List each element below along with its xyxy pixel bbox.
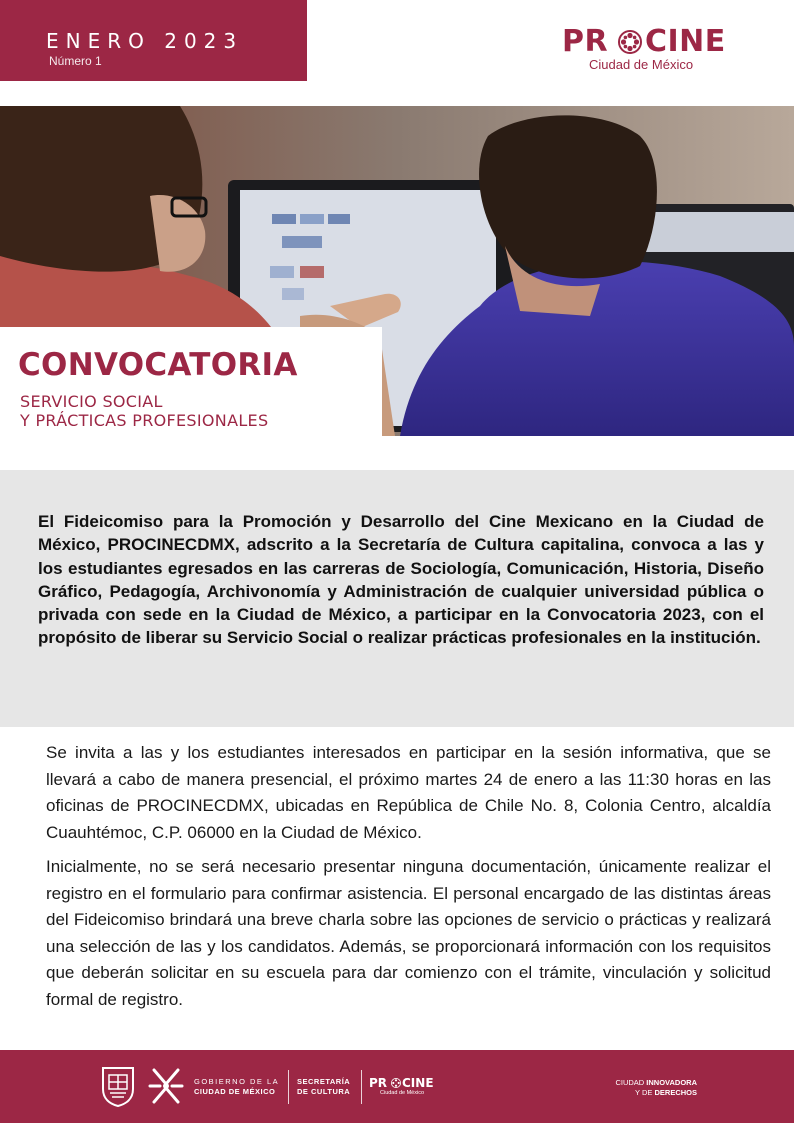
film-reel-icon [391, 1078, 401, 1088]
body-text [46, 740, 771, 1021]
footer-procine-logo [369, 1076, 441, 1102]
ciudad-line-1 [600, 1078, 697, 1088]
procine-logo [562, 26, 747, 76]
date-banner [0, 0, 307, 81]
logo-text-left: PR [562, 24, 609, 59]
footer-logo-text-right: CINE [402, 1076, 434, 1090]
logo-text-right: CINE [645, 24, 726, 59]
issue-date: ENERO 2023 [46, 29, 244, 53]
ciudad-line-2a: Y DE [635, 1088, 655, 1097]
gobierno-label [194, 1077, 279, 1097]
cdmx-emblem-icon [146, 1064, 186, 1108]
intro-paragraph: El Fideicomiso para la Promoción y Desarrollo del Cine Mexicano en la Ciudad de México, PROCINECDMX, adscrito a la Secretaría de Cultura capitalina, convoca a las y los estudiantes egresados en las carreras de Sociología, Comunicación, Historia, Diseño Gráfico, Pedagogía, Archivonomía y Administración de cualquier universidad pública o privada con sede en la Ciudad de México, a participar en la Convocatoria 2023, con el propósito de liberar su Servicio Social o realizar prácticas profesionales en la institución. [38, 512, 764, 648]
body-paragraph-2: Inicialmente, no se será necesario presentar ninguna documentación, únicamente realizar el registro en el formulario para confirmar asistencia. El personal encargado de las distintas áreas del Fideicomiso brindará una breve charla sobre las opciones de servicio o prácticas y realizará una selección de las y los candidatos. Además, se proporcionará información con los requisitos que deberán solicitar en su escuela para dar comienzo con el trámite, vinculación y solicitud formal de registro. [46, 857, 771, 1009]
secretaria-line-2: DE CULTURA [297, 1087, 351, 1096]
body-paragraph-1: Se invita a las y los estudiantes interesados en participar en la sesión informativa, que se llevará a cabo de manera presencial, el próximo martes 24 de enero a las 11:30 horas en las oficinas de PROCINECDMX, ubicadas en República de Chile No. 8, Colonia Centro, alcaldía Cuauhtémoc, C.P. 06000 en la Ciudad de México. [46, 743, 771, 842]
film-reel-icon [618, 30, 642, 54]
ciudad-line-2 [600, 1088, 697, 1098]
gobierno-line-2: CIUDAD DE MÉXICO [194, 1087, 276, 1096]
gobierno-line-1: GOBIERNO DE LA [194, 1077, 280, 1086]
footer-divider [288, 1070, 289, 1104]
secretaria-label [297, 1077, 350, 1097]
footer-divider [361, 1070, 362, 1104]
title-box [0, 327, 382, 436]
logo-subtitle: Ciudad de México [589, 57, 694, 72]
ciudad-line-2b: DERECHOS [654, 1088, 697, 1097]
page-subtitle [20, 392, 268, 430]
ciudad-innovadora-label [600, 1078, 697, 1098]
footer [0, 1050, 794, 1123]
footer-logo-subtitle: Ciudad de México [380, 1090, 425, 1096]
page-title: CONVOCATORIA [18, 347, 298, 383]
subtitle-line-2: Y PRÁCTICAS PROFESIONALES [20, 411, 269, 430]
intro-block [0, 470, 794, 727]
footer-logo-text-left: PR [369, 1076, 388, 1090]
ciudad-line-1b: INNOVADORA [646, 1078, 697, 1087]
secretaria-line-1: SECRETARÍA [297, 1077, 351, 1086]
city-crest-icon [100, 1065, 136, 1107]
issue-number: Número 1 [49, 54, 102, 68]
subtitle-line-1: SERVICIO SOCIAL [20, 392, 163, 411]
ciudad-line-1a: CIUDAD [615, 1078, 647, 1087]
